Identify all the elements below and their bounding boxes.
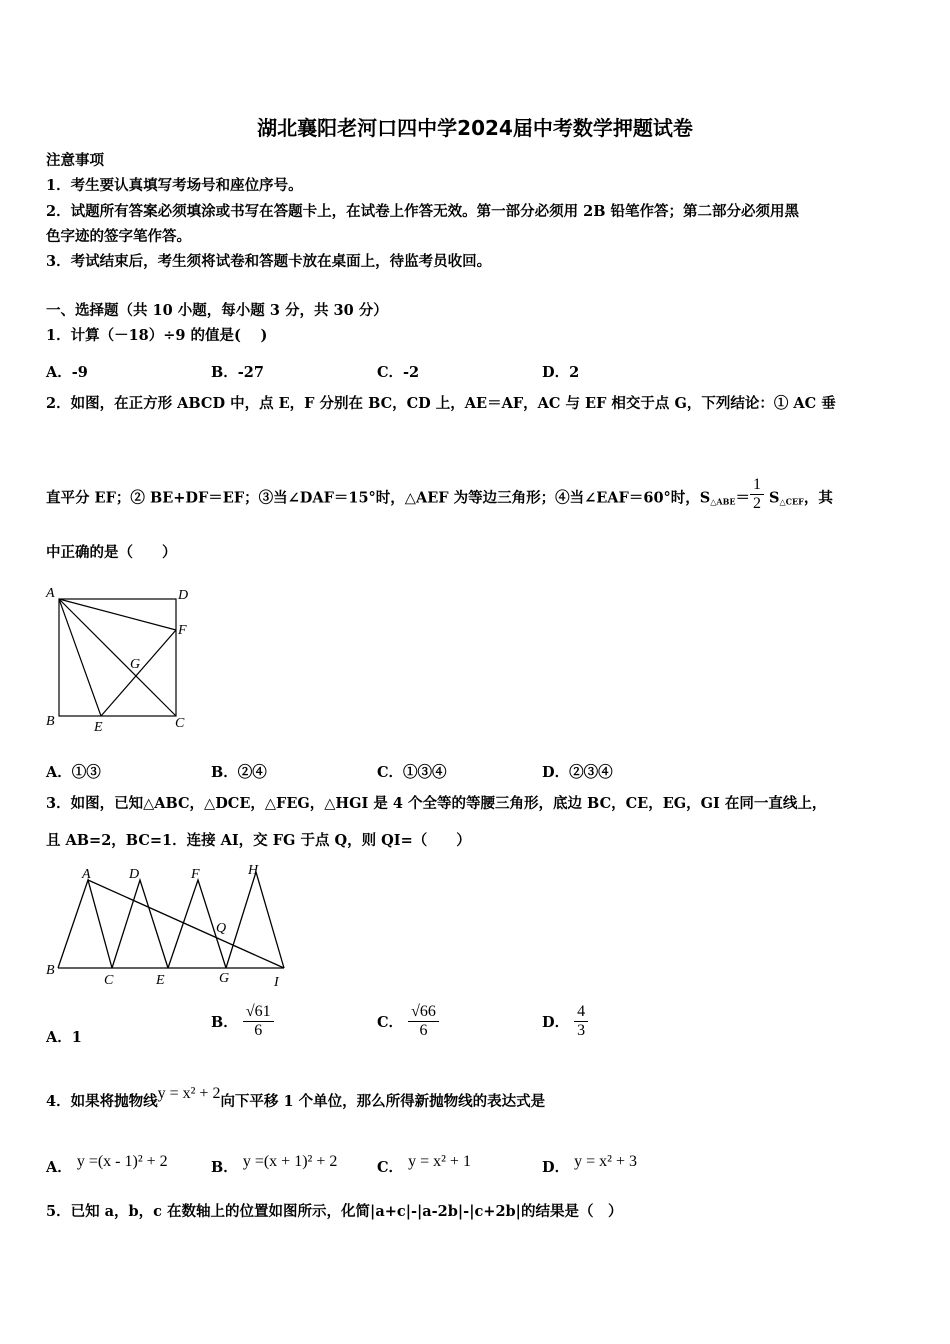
q4-stem-b: 向下平移 1 个单位，那么所得新抛物线的表达式是 [220,1093,546,1110]
q4-option-a-expr: y =(x - 1)² + 2 [76,1153,168,1170]
section-heading: 一、选择题（共 10 小题，每小题 3 分，共 30 分） [46,302,388,319]
q4-option-a-label: A． [46,1159,72,1176]
notice-item-2-cont: 色字迹的签字笔作答。 [46,228,191,245]
q3-option-a-value: 1 [71,1029,82,1046]
notice-item-3: 3．考试结束后，考生须将试卷和答题卡放在桌面上，待监考员收回。 [46,253,492,270]
q2-frac-den: 2 [752,495,761,512]
notice-heading: 注意事项 [46,152,104,169]
line-ac [59,599,176,716]
q3-option-c [377,1003,439,1040]
q4-option-d-expr: y = x² + 3 [574,1153,637,1170]
label-d: D [129,867,140,882]
q4-stem [46,1085,546,1112]
q2-line-1: 2．如图，在正方形 ABCD 中，点 E，F 分别在 BC，CD 上，AE＝AF，AC 与 EF 相交于点 G，下列结论：① AC 垂 [46,395,836,412]
q4-option-b-label: B． [211,1159,238,1176]
label-d: D [178,588,189,603]
line-ae [59,599,101,716]
q3-option-c-num: √66 [408,1003,439,1022]
q2-option-a: A．①③ [46,764,101,781]
label-b: B [46,714,55,729]
label-f: F [191,867,200,882]
q3-line-2: 且 AB=2，BC=1．连接 AI，交 FG 于点 Q，则 QI=（ ） [46,832,471,849]
q1-option-d: D．2 [542,364,580,381]
q1-option-a: A．-9 [46,364,88,381]
label-g: G [219,971,230,986]
q3-option-d-label: D． [542,1014,570,1031]
q2-sub-abe: △ABE [710,496,736,507]
triangle-hgi [226,872,284,968]
q2-equals: ＝ [735,489,750,507]
q3-option-a-label: A． [46,1029,72,1046]
q3-option-b-label: B． [211,1014,238,1031]
label-e: E [156,973,165,988]
line-af [59,599,176,630]
q3-line-1: 3．如图，已知△ABC，△DCE，△FEG，△HGI 是 4 个全等的等腰三角形，底边 BC，CE，EG，GI 在同一直线上， [46,795,827,812]
q2-option-c: C．①③④ [377,764,447,781]
label-e: E [94,720,103,735]
page-title: 湖北襄阳老河口四中学2024届中考数学押题试卷 [257,116,693,140]
label-g: G [130,657,141,672]
notice-item-1: 1．考生要认真填写考场号和座位序号。 [46,177,303,194]
q2-line-3: 中正确的是（ ） [46,544,177,561]
q3-option-b-num: √61 [243,1003,274,1022]
q3-option-d-den: 3 [577,1022,586,1039]
q3-option-c-label: C． [377,1014,404,1031]
q3-option-c-den: 6 [419,1022,428,1039]
q3-option-d-frac [574,1003,588,1040]
q4-option-d-label: D． [542,1159,570,1176]
q4-option-c-label: C． [377,1159,404,1176]
label-h: H [248,863,259,878]
q3-option-d [542,1003,588,1040]
q2-frac-num: 1 [750,476,764,495]
label-a: A [82,867,91,882]
q2-fraction [750,476,764,513]
q2-option-d: D．②③④ [542,764,613,781]
q3-option-b-frac [243,1003,274,1040]
q3-option-d-num: 4 [574,1003,588,1022]
q1-option-b: B．-27 [211,364,264,381]
label-f: F [178,623,187,638]
label-c: C [104,973,114,988]
q3-option-b-den: 6 [254,1022,263,1039]
q4-option-b-expr: y =(x + 1)² + 2 [242,1153,338,1170]
q3-triangles-figure [44,858,290,990]
q2-square-figure [44,583,204,738]
label-c: C [175,716,185,731]
triangle-dce [112,880,168,968]
line-ef [101,630,176,716]
q2-option-b: B．②④ [211,764,267,781]
q3-option-c-frac [408,1003,439,1040]
q1-option-c: C．-2 [377,364,420,381]
q4-option-c [377,1150,471,1176]
q2-line-2-text: 直平分 EF；② BE+DF＝EF；③当∠DAF＝15°时，△AEF 为等边三角形；④当∠EAF＝60°时，S [46,489,711,507]
q2-sub-cef: △CEF [779,496,804,507]
notice-item-2: 2．试题所有答案必须填涂或书写在答题卡上，在试卷上作答无效。第一部分必须用 2B 铅笔作答；第二部分必须用黑 [46,203,800,220]
q3-option-a [46,1026,82,1047]
label-a: A [46,586,55,601]
q4-expr: y = x² + 2 [157,1085,221,1102]
q4-option-c-expr: y = x² + 1 [408,1153,471,1170]
q5-stem: 5．已知 a，b，c 在数轴上的位置如图所示，化简|a+c|-|a-2b|-|c+2b|的结果是（ ） [46,1203,623,1220]
q2-s: S [769,489,780,507]
label-b: B [46,963,55,978]
label-i: I [274,975,279,990]
q2-line-2-end: ，其 [803,489,833,507]
q2-line-2 [46,476,833,517]
line-ai [88,880,284,968]
q4-stem-a: 4．如果将抛物线 [46,1093,158,1110]
q4-option-b [211,1150,338,1176]
label-q: Q [216,921,227,936]
q1-stem: 1．计算（－18）÷9 的值是( ) [46,327,268,344]
triangle-abc [58,880,112,968]
q3-option-b [211,1003,274,1040]
q4-option-a [46,1150,168,1176]
q4-option-d [542,1150,637,1176]
